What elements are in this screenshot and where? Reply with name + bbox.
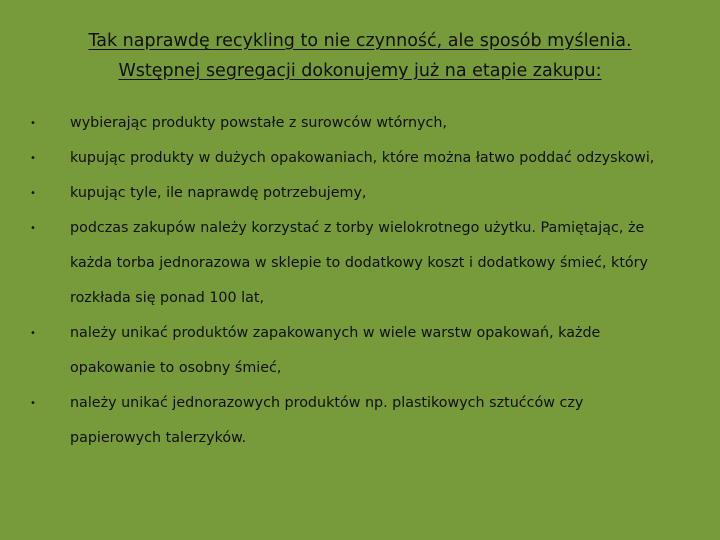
bullet-line: papierowych talerzyków. bbox=[70, 430, 247, 446]
bullet-list bbox=[30, 106, 690, 456]
bullet-line: rozkłada się ponad 100 lat, bbox=[70, 290, 265, 306]
bullet-dot-icon: • bbox=[30, 398, 36, 409]
bullet-line: należy unikać produktów zapakowanych w wiele warstw opakowań, każde bbox=[70, 325, 601, 341]
bullet-line: należy unikać jednorazowych produktów np. plastikowych sztućców czy bbox=[70, 395, 584, 411]
bullet-text bbox=[70, 176, 690, 211]
bullet-item bbox=[30, 141, 690, 176]
bullet-item bbox=[30, 106, 690, 141]
bullet-line: kupując tyle, ile naprawdę potrzebujemy, bbox=[70, 185, 367, 201]
bullet-line: każda torba jednorazowa w sklepie to dodatkowy koszt i dodatkowy śmieć, który bbox=[70, 255, 649, 271]
bullet-dot-icon: • bbox=[30, 118, 36, 129]
bullet-line: wybierając produkty powstałe z surowców wtórnych, bbox=[70, 115, 447, 131]
bullet-text bbox=[70, 141, 690, 176]
bullet-line: opakowanie to osobny śmieć, bbox=[70, 360, 282, 376]
bullet-item bbox=[30, 176, 690, 211]
bullet-item bbox=[30, 211, 690, 316]
title-line-2: Wstępnej segregacji dokonujemy już na etapie zakupu: bbox=[118, 61, 602, 81]
bullet-dot-icon: • bbox=[30, 328, 36, 339]
bullet-dot-icon: • bbox=[30, 188, 36, 199]
bullet-text bbox=[70, 316, 690, 386]
slide-title bbox=[20, 26, 700, 86]
bullet-text bbox=[70, 211, 690, 316]
bullet-dot-icon: • bbox=[30, 153, 36, 164]
bullet-dot-icon: • bbox=[30, 223, 36, 234]
bullet-text bbox=[70, 386, 690, 456]
bullet-line: kupując produkty w dużych opakowaniach, które można łatwo poddać odzyskowi, bbox=[70, 150, 655, 166]
title-line-1: Tak naprawdę recykling to nie czynność, ale sposób myślenia. bbox=[88, 31, 632, 51]
bullet-text bbox=[70, 106, 690, 141]
bullet-item bbox=[30, 316, 690, 386]
bullet-line: podczas zakupów należy korzystać z torby wielokrotnego użytku. Pamiętając, że bbox=[70, 220, 645, 236]
bullet-item bbox=[30, 386, 690, 456]
